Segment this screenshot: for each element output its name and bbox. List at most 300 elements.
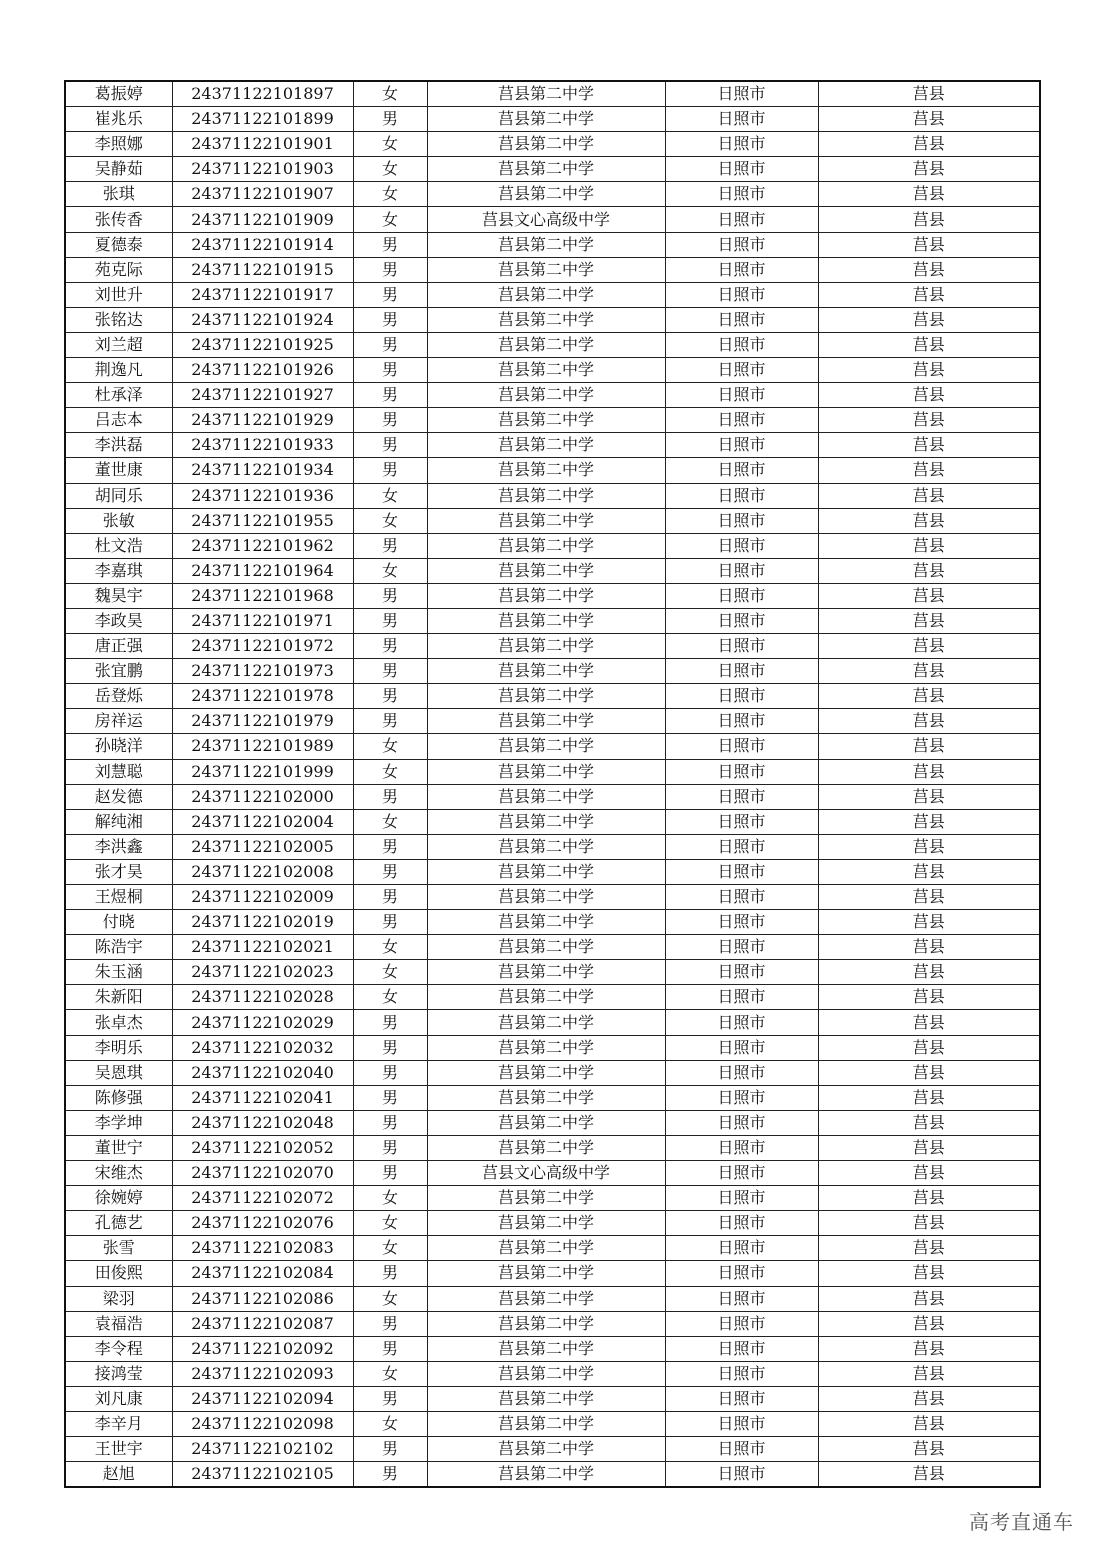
gender-cell: 女 [353,985,427,1010]
table-row [65,709,1040,734]
exam-number-cell: 24371122101934 [172,458,353,483]
gender-cell: 女 [353,1236,427,1261]
name-cell: 葛振婷 [65,81,172,107]
city-cell: 日照市 [665,107,818,132]
county-cell: 莒县 [818,634,1040,659]
gender-cell: 男 [353,257,427,282]
exam-number-cell: 24371122101979 [172,709,353,734]
county-cell: 莒县 [818,232,1040,257]
city-cell: 日照市 [665,282,818,307]
gender-cell: 女 [353,960,427,985]
school-cell: 莒县第二中学 [427,583,665,608]
city-cell: 日照市 [665,433,818,458]
county-cell: 莒县 [818,533,1040,558]
exam-number-cell: 24371122101989 [172,734,353,759]
county-cell: 莒县 [818,157,1040,182]
school-cell: 莒县第二中学 [427,1236,665,1261]
gender-cell: 女 [353,207,427,232]
exam-number-cell: 24371122101914 [172,232,353,257]
exam-number-cell: 24371122102087 [172,1311,353,1336]
city-cell: 日照市 [665,834,818,859]
school-cell: 莒县第二中学 [427,809,665,834]
city-cell: 日照市 [665,533,818,558]
table-row [65,182,1040,207]
city-cell: 日照市 [665,332,818,357]
gender-cell: 男 [353,634,427,659]
city-cell: 日照市 [665,659,818,684]
name-cell: 李洪磊 [65,433,172,458]
exam-number-cell: 24371122101999 [172,759,353,784]
gender-cell: 女 [353,1186,427,1211]
table-row [65,910,1040,935]
gender-cell: 女 [353,182,427,207]
roster-table-body [65,81,1040,1487]
gender-cell: 男 [353,834,427,859]
table-row [65,985,1040,1010]
table-row [65,885,1040,910]
city-cell: 日照市 [665,885,818,910]
exam-number-cell: 24371122102023 [172,960,353,985]
gender-cell: 男 [353,1010,427,1035]
county-cell: 莒县 [818,759,1040,784]
table-row [65,1311,1040,1336]
exam-number-cell: 24371122101917 [172,282,353,307]
gender-cell: 男 [353,1336,427,1361]
school-cell: 莒县第二中学 [427,910,665,935]
exam-number-cell: 24371122102028 [172,985,353,1010]
county-cell: 莒县 [818,332,1040,357]
name-cell: 崔兆乐 [65,107,172,132]
table-row [65,809,1040,834]
city-cell: 日照市 [665,132,818,157]
city-cell: 日照市 [665,207,818,232]
school-cell: 莒县第二中学 [427,1361,665,1386]
school-cell: 莒县第二中学 [427,433,665,458]
table-row [65,935,1040,960]
city-cell: 日照市 [665,709,818,734]
school-cell: 莒县第二中学 [427,859,665,884]
exam-number-cell: 24371122101978 [172,684,353,709]
table-row [65,1286,1040,1311]
county-cell: 莒县 [818,910,1040,935]
city-cell: 日照市 [665,558,818,583]
table-row [65,1135,1040,1160]
county-cell: 莒县 [818,182,1040,207]
county-cell: 莒县 [818,458,1040,483]
gender-cell: 男 [353,1060,427,1085]
table-row [65,1186,1040,1211]
exam-number-cell: 24371122101927 [172,383,353,408]
school-cell: 莒县第二中学 [427,257,665,282]
name-cell: 刘慧聪 [65,759,172,784]
school-cell: 莒县文心高级中学 [427,1161,665,1186]
table-row [65,508,1040,533]
name-cell: 李照娜 [65,132,172,157]
county-cell: 莒县 [818,408,1040,433]
table-row [65,383,1040,408]
exam-number-cell: 24371122101926 [172,358,353,383]
county-cell: 莒县 [818,1386,1040,1411]
exam-number-cell: 24371122102083 [172,1236,353,1261]
gender-cell: 女 [353,1411,427,1436]
county-cell: 莒县 [818,107,1040,132]
table-row [65,157,1040,182]
name-cell: 李明乐 [65,1035,172,1060]
exam-number-cell: 24371122102000 [172,784,353,809]
exam-number-cell: 24371122102093 [172,1361,353,1386]
name-cell: 宋维杰 [65,1161,172,1186]
school-cell: 莒县第二中学 [427,1010,665,1035]
roster-table [64,80,1041,1488]
exam-number-cell: 24371122102032 [172,1035,353,1060]
exam-number-cell: 24371122101929 [172,408,353,433]
exam-number-cell: 24371122102004 [172,809,353,834]
county-cell: 莒县 [818,1437,1040,1462]
gender-cell: 女 [353,483,427,508]
city-cell: 日照市 [665,1311,818,1336]
city-cell: 日照市 [665,1437,818,1462]
school-cell: 莒县第二中学 [427,107,665,132]
city-cell: 日照市 [665,182,818,207]
city-cell: 日照市 [665,157,818,182]
gender-cell: 男 [353,533,427,558]
county-cell: 莒县 [818,483,1040,508]
name-cell: 夏德泰 [65,232,172,257]
gender-cell: 女 [353,935,427,960]
table-row [65,608,1040,633]
gender-cell: 女 [353,734,427,759]
county-cell: 莒县 [818,1085,1040,1110]
table-row [65,433,1040,458]
name-cell: 杜文浩 [65,533,172,558]
gender-cell: 男 [353,1386,427,1411]
county-cell: 莒县 [818,608,1040,633]
city-cell: 日照市 [665,1085,818,1110]
gender-cell: 女 [353,81,427,107]
name-cell: 张传香 [65,207,172,232]
county-cell: 莒县 [818,1286,1040,1311]
county-cell: 莒县 [818,1336,1040,1361]
city-cell: 日照市 [665,483,818,508]
gender-cell: 男 [353,358,427,383]
gender-cell: 男 [353,859,427,884]
school-cell: 莒县第二中学 [427,960,665,985]
county-cell: 莒县 [818,1010,1040,1035]
table-row [65,684,1040,709]
table-row [65,207,1040,232]
gender-cell: 男 [353,1311,427,1336]
city-cell: 日照市 [665,1462,818,1488]
table-row [65,1411,1040,1436]
name-cell: 孙晓洋 [65,734,172,759]
table-row [65,859,1040,884]
table-row [65,533,1040,558]
name-cell: 王煜桐 [65,885,172,910]
table-row [65,1462,1040,1488]
table-row [65,1085,1040,1110]
gender-cell: 男 [353,307,427,332]
exam-number-cell: 24371122101903 [172,157,353,182]
county-cell: 莒县 [818,1311,1040,1336]
name-cell: 李令程 [65,1336,172,1361]
city-cell: 日照市 [665,1211,818,1236]
table-row [65,583,1040,608]
name-cell: 魏昊宇 [65,583,172,608]
name-cell: 房祥运 [65,709,172,734]
school-cell: 莒县第二中学 [427,1462,665,1488]
name-cell: 唐正强 [65,634,172,659]
name-cell: 李辛月 [65,1411,172,1436]
exam-number-cell: 24371122101971 [172,608,353,633]
school-cell: 莒县第二中学 [427,458,665,483]
school-cell: 莒县第二中学 [427,1261,665,1286]
county-cell: 莒县 [818,659,1040,684]
name-cell: 岳登烁 [65,684,172,709]
gender-cell: 女 [353,157,427,182]
exam-number-cell: 24371122101899 [172,107,353,132]
city-cell: 日照市 [665,634,818,659]
city-cell: 日照市 [665,759,818,784]
name-cell: 张才昊 [65,859,172,884]
school-cell: 莒县第二中学 [427,383,665,408]
school-cell: 莒县第二中学 [427,307,665,332]
gender-cell: 男 [353,910,427,935]
exam-number-cell: 24371122102098 [172,1411,353,1436]
city-cell: 日照市 [665,1336,818,1361]
gender-cell: 男 [353,608,427,633]
table-row [65,1060,1040,1085]
exam-number-cell: 24371122101973 [172,659,353,684]
exam-number-cell: 24371122102040 [172,1060,353,1085]
exam-number-cell: 24371122102048 [172,1110,353,1135]
table-row [65,358,1040,383]
school-cell: 莒县第二中学 [427,1437,665,1462]
school-cell: 莒县第二中学 [427,1211,665,1236]
name-cell: 吴恩琪 [65,1060,172,1085]
county-cell: 莒县 [818,207,1040,232]
city-cell: 日照市 [665,1286,818,1311]
city-cell: 日照市 [665,1161,818,1186]
table-row [65,1261,1040,1286]
exam-number-cell: 24371122101936 [172,483,353,508]
city-cell: 日照市 [665,935,818,960]
name-cell: 袁福浩 [65,1311,172,1336]
city-cell: 日照市 [665,784,818,809]
gender-cell: 男 [353,659,427,684]
table-row [65,1211,1040,1236]
name-cell: 董世康 [65,458,172,483]
city-cell: 日照市 [665,81,818,107]
city-cell: 日照市 [665,1060,818,1085]
table-row [65,1236,1040,1261]
county-cell: 莒县 [818,132,1040,157]
county-cell: 莒县 [818,1236,1040,1261]
city-cell: 日照市 [665,1010,818,1035]
city-cell: 日照市 [665,734,818,759]
school-cell: 莒县第二中学 [427,1286,665,1311]
name-cell: 苑克际 [65,257,172,282]
gender-cell: 女 [353,132,427,157]
county-cell: 莒县 [818,684,1040,709]
table-row [65,834,1040,859]
city-cell: 日照市 [665,608,818,633]
gender-cell: 男 [353,1161,427,1186]
city-cell: 日照市 [665,910,818,935]
school-cell: 莒县第二中学 [427,985,665,1010]
table-row [65,132,1040,157]
county-cell: 莒县 [818,1186,1040,1211]
gender-cell: 男 [353,583,427,608]
table-row [65,759,1040,784]
table-row [65,1336,1040,1361]
name-cell: 赵发德 [65,784,172,809]
school-cell: 莒县第二中学 [427,1311,665,1336]
exam-number-cell: 24371122102092 [172,1336,353,1361]
school-cell: 莒县第二中学 [427,332,665,357]
exam-number-cell: 24371122101962 [172,533,353,558]
gender-cell: 男 [353,232,427,257]
name-cell: 接鸿莹 [65,1361,172,1386]
city-cell: 日照市 [665,257,818,282]
exam-number-cell: 24371122102086 [172,1286,353,1311]
name-cell: 徐婉婷 [65,1186,172,1211]
school-cell: 莒县第二中学 [427,834,665,859]
gender-cell: 女 [353,1361,427,1386]
gender-cell: 男 [353,433,427,458]
exam-number-cell: 24371122102019 [172,910,353,935]
exam-number-cell: 24371122102072 [172,1186,353,1211]
name-cell: 朱新阳 [65,985,172,1010]
school-cell: 莒县第二中学 [427,659,665,684]
school-cell: 莒县第二中学 [427,157,665,182]
gender-cell: 男 [353,383,427,408]
county-cell: 莒县 [818,1035,1040,1060]
school-cell: 莒县第二中学 [427,1110,665,1135]
table-row [65,1361,1040,1386]
county-cell: 莒县 [818,734,1040,759]
name-cell: 张雪 [65,1236,172,1261]
city-cell: 日照市 [665,408,818,433]
table-row [65,634,1040,659]
gender-cell: 男 [353,1085,427,1110]
school-cell: 莒县第二中学 [427,935,665,960]
exam-number-cell: 24371122101901 [172,132,353,157]
gender-cell: 男 [353,282,427,307]
city-cell: 日照市 [665,307,818,332]
name-cell: 吕志本 [65,408,172,433]
gender-cell: 男 [353,709,427,734]
exam-number-cell: 24371122102094 [172,1386,353,1411]
city-cell: 日照市 [665,458,818,483]
county-cell: 莒县 [818,1361,1040,1386]
school-cell: 莒县第二中学 [427,1060,665,1085]
name-cell: 朱玉涵 [65,960,172,985]
table-row [65,257,1040,282]
city-cell: 日照市 [665,809,818,834]
name-cell: 张铭达 [65,307,172,332]
gender-cell: 女 [353,759,427,784]
county-cell: 莒县 [818,1211,1040,1236]
table-row [65,784,1040,809]
name-cell: 陈修强 [65,1085,172,1110]
gender-cell: 男 [353,1462,427,1488]
table-row [65,483,1040,508]
exam-number-cell: 24371122102070 [172,1161,353,1186]
city-cell: 日照市 [665,1361,818,1386]
county-cell: 莒县 [818,885,1040,910]
exam-number-cell: 24371122102009 [172,885,353,910]
exam-number-cell: 24371122102076 [172,1211,353,1236]
county-cell: 莒县 [818,960,1040,985]
school-cell: 莒县第二中学 [427,558,665,583]
city-cell: 日照市 [665,960,818,985]
county-cell: 莒县 [818,935,1040,960]
school-cell: 莒县第二中学 [427,759,665,784]
city-cell: 日照市 [665,1035,818,1060]
exam-number-cell: 24371122102052 [172,1135,353,1160]
gender-cell: 男 [353,1261,427,1286]
table-row [65,734,1040,759]
school-cell: 莒县第二中学 [427,608,665,633]
table-row [65,332,1040,357]
exam-number-cell: 24371122101909 [172,207,353,232]
table-row [65,1161,1040,1186]
county-cell: 莒县 [818,81,1040,107]
county-cell: 莒县 [818,558,1040,583]
exam-number-cell: 24371122101968 [172,583,353,608]
city-cell: 日照市 [665,383,818,408]
gender-cell: 男 [353,458,427,483]
name-cell: 田俊熙 [65,1261,172,1286]
gender-cell: 男 [353,684,427,709]
school-cell: 莒县第二中学 [427,483,665,508]
county-cell: 莒县 [818,784,1040,809]
table-row [65,232,1040,257]
county-cell: 莒县 [818,1462,1040,1488]
gender-cell: 女 [353,1211,427,1236]
city-cell: 日照市 [665,1386,818,1411]
name-cell: 梁羽 [65,1286,172,1311]
table-row [65,558,1040,583]
school-cell: 莒县第二中学 [427,508,665,533]
county-cell: 莒县 [818,282,1040,307]
table-row [65,307,1040,332]
name-cell: 杜承泽 [65,383,172,408]
gender-cell: 男 [353,1135,427,1160]
name-cell: 胡同乐 [65,483,172,508]
county-cell: 莒县 [818,1161,1040,1186]
name-cell: 张琪 [65,182,172,207]
county-cell: 莒县 [818,307,1040,332]
table-row [65,1010,1040,1035]
name-cell: 吴静茹 [65,157,172,182]
gender-cell: 男 [353,408,427,433]
school-cell: 莒县第二中学 [427,1336,665,1361]
school-cell: 莒县第二中学 [427,408,665,433]
name-cell: 刘兰超 [65,332,172,357]
name-cell: 董世宁 [65,1135,172,1160]
gender-cell: 男 [353,107,427,132]
city-cell: 日照市 [665,1411,818,1436]
school-cell: 莒县第二中学 [427,232,665,257]
gender-cell: 女 [353,1286,427,1311]
name-cell: 陈浩宇 [65,935,172,960]
exam-number-cell: 24371122102008 [172,859,353,884]
county-cell: 莒县 [818,358,1040,383]
exam-number-cell: 24371122101972 [172,634,353,659]
exam-number-cell: 24371122101907 [172,182,353,207]
exam-number-cell: 24371122101933 [172,433,353,458]
